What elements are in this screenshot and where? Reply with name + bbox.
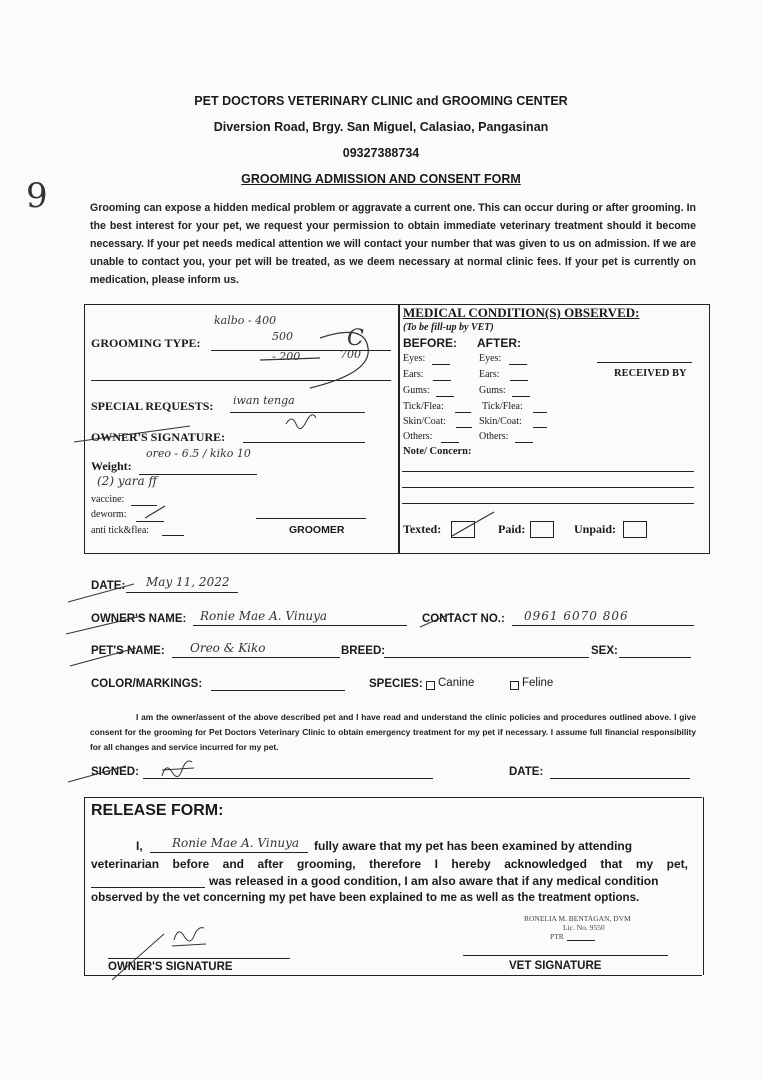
signed-date-line[interactable] (550, 778, 690, 779)
grooming-type-label: GROOMING TYPE: (91, 336, 201, 350)
grooming-handwritten-3: - 200 (272, 350, 301, 363)
after-gums: Gums: (479, 385, 506, 396)
note-concern-label: Note/ Concern: (403, 446, 472, 457)
groomer-label: GROOMER (289, 524, 345, 536)
owner-signature-scribble-1 (284, 412, 320, 432)
owner-name-line[interactable] (193, 625, 407, 626)
date-value: May 11, 2022 (146, 575, 230, 589)
before-label: BEFORE: (403, 336, 457, 350)
after-others: Others: (479, 431, 509, 442)
before-ears: Ears: (403, 369, 424, 380)
strike-owner-name (64, 612, 144, 638)
form-title: GROOMING ADMISSION AND CONSENT FORM (241, 172, 521, 186)
clinic-phone: 09327388734 (342, 146, 420, 160)
release-p4: observed by the vet concerning my pet have been explained to me as well as the treatment options. (91, 891, 640, 904)
after-gums-line[interactable] (512, 396, 530, 397)
received-by-line[interactable] (597, 362, 692, 363)
texted-label: Texted: (403, 522, 442, 536)
feline-label: Feline (522, 677, 554, 689)
species-label: SPECIES: (369, 678, 423, 690)
deworm-check (143, 504, 169, 522)
owner-name-label: OWNER'S NAME: (91, 613, 187, 625)
owner-signature-release-line[interactable] (108, 958, 290, 959)
weight-value: oreo - 6.5 / kiko 10 (146, 447, 251, 460)
before-tick-flea: Tick/Flea: (403, 401, 444, 412)
after-label: AFTER: (477, 336, 521, 350)
contact-label: CONTACT NO.: (422, 613, 505, 625)
vet-stamp-ptr: PTR (550, 932, 564, 941)
after-eyes: Eyes: (479, 353, 502, 364)
weight-note: (2) yara ff (97, 474, 157, 488)
anti-tick-label: anti tick&flea: (91, 525, 150, 536)
color-markings-line[interactable] (211, 690, 345, 691)
signed-label: SIGNED: (91, 766, 139, 778)
vaccine-label: vaccine: (91, 494, 125, 505)
clinic-address: Diversion Road, Brgy. San Miguel, Calasiao, Pangasinan (213, 120, 549, 134)
owner-signature-line[interactable] (243, 442, 365, 443)
release-owner-name: Ronie Mae A. Vinuya (172, 836, 300, 850)
color-markings-label: COLOR/MARKINGS: (91, 678, 203, 690)
strike-owner-signature (72, 420, 192, 450)
grooming-handwritten-2: 500 (272, 330, 293, 343)
sex-label: SEX: (591, 645, 618, 657)
received-by-label: RECEIVED BY (614, 368, 687, 379)
pet-name-label: PET'S NAME: (91, 645, 165, 657)
vet-signature-label: VET SIGNATURE (509, 960, 602, 972)
strike-date (66, 580, 136, 606)
breed-line[interactable] (384, 657, 589, 658)
grooming-circle-mark: C (347, 326, 364, 351)
pet-name-value: Oreo & Kiko (190, 641, 266, 655)
grooming-pen-strokes (250, 318, 390, 398)
before-gums: Gums: (403, 385, 430, 396)
after-tick-flea: Tick/Flea: (482, 401, 523, 412)
owner-signature-release-label: OWNER'S SIGNATURE (108, 961, 233, 973)
clinic-name: PET DOCTORS VETERINARY CLINIC and GROOMING CENTER (194, 94, 568, 108)
before-others-line[interactable] (441, 442, 459, 443)
consent-paragraph: I am the owner/assent of the above described pet and I have read and understand the clinic policies and procedures outlined above. I give consent for the grooming for Pet Doctors Veterinary Clinic to obtain emergency treatment for my pet if necessary. I assume full financial responsibility for all changes and service incurred for my pet. (90, 712, 696, 752)
special-requests-value: iwan tenga (233, 394, 295, 407)
weight-label: Weight: (91, 459, 132, 473)
release-p1-rest: fully aware that my pet has been examined by attending (314, 839, 633, 853)
release-p3: was released in a good condition, I am also aware that if any medical condition (209, 874, 659, 888)
note-line-1[interactable] (402, 471, 694, 472)
before-skin-coat: Skin/Coat: (403, 416, 446, 427)
paid-label: Paid: (498, 522, 526, 536)
before-others: Others: (403, 431, 433, 442)
vet-stamp-ptr-line (567, 940, 595, 941)
pet-name-line[interactable] (172, 657, 340, 658)
breed-label: BREED: (341, 645, 386, 657)
before-gums-line[interactable] (436, 396, 454, 397)
after-ears-line[interactable] (510, 380, 528, 381)
vet-signature-line[interactable] (463, 955, 668, 956)
strike-contact (418, 609, 454, 629)
grooming-handwritten-4: 700 (340, 348, 361, 361)
intro-paragraph: Grooming can expose a hidden medical problem or aggravate a current one. This can occur during or after grooming. In the best interest for your pet, we request your permission to obtain immediate veterinary treatment should it become necessary. If your pet needs medical attention we will contact your number that was given to us on admission. If we are unable to contact you, your pet will be treated, as we deem necessary at normal clinic fees. If your pet is currently on medication, please inform us. (90, 202, 696, 286)
date-label: DATE: (91, 580, 126, 592)
feline-checkbox[interactable] (510, 681, 519, 690)
medical-condition-title: MEDICAL CONDITION(S) OBSERVED: (403, 305, 640, 320)
signed-signature-scribble (66, 758, 206, 788)
canine-label: Canine (438, 677, 475, 689)
before-eyes-line[interactable] (432, 364, 450, 365)
after-tick-flea-line[interactable] (533, 412, 547, 413)
texted-check-mark (448, 510, 498, 540)
release-bottom-border (84, 975, 702, 976)
grooming-handwritten-1: kalbo - 400 (214, 314, 277, 327)
owner-name-value: Ronie Mae A. Vinuya (200, 609, 328, 623)
date-line[interactable] (126, 592, 238, 593)
release-pet-line[interactable] (91, 887, 205, 888)
release-p2: veterinarian before and after grooming, therefore I hereby acknowledged that my pet, (91, 857, 688, 871)
unpaid-label: Unpaid: (574, 522, 617, 536)
before-tick-flea-line[interactable] (455, 412, 471, 413)
after-others-line[interactable] (515, 442, 533, 443)
deworm-label: deworm: (91, 509, 127, 520)
contact-line[interactable] (512, 625, 694, 626)
release-owner-line[interactable] (150, 852, 308, 853)
margin-note: 9 (26, 176, 48, 216)
strike-pet-name (68, 644, 138, 670)
groomer-line[interactable] (256, 518, 366, 519)
owner-signature-label: OWNER'S SIGNATURE: (91, 430, 226, 444)
release-p1-start: I, (136, 839, 143, 853)
before-ears-line[interactable] (433, 380, 451, 381)
before-skin-coat-line[interactable] (456, 427, 472, 428)
sex-line[interactable] (619, 657, 691, 658)
after-ears: Ears: (479, 369, 500, 380)
vet-stamp-lic: Lic. No. 9550 (563, 923, 605, 932)
after-skin-coat: Skin/Coat: (479, 416, 522, 427)
medical-condition-subtitle: (To be fill-up by VET) (403, 322, 494, 333)
note-line-2[interactable] (402, 487, 694, 488)
contact-value: 0961 6070 806 (524, 609, 629, 623)
release-title: RELEASE FORM: (91, 802, 224, 819)
unpaid-checkbox[interactable] (623, 521, 647, 538)
after-skin-coat-line[interactable] (533, 427, 547, 428)
after-eyes-line[interactable] (509, 364, 527, 365)
special-requests-label: SPECIAL REQUESTS: (91, 399, 214, 413)
paid-checkbox[interactable] (530, 521, 554, 538)
note-line-3[interactable] (402, 503, 694, 504)
canine-checkbox[interactable] (426, 681, 435, 690)
vet-stamp-name: RONELIA M. BENTAGAN, DVM (524, 914, 631, 923)
anti-tick-line[interactable] (162, 535, 184, 536)
before-eyes: Eyes: (403, 353, 426, 364)
signed-date-label: DATE: (509, 766, 544, 778)
